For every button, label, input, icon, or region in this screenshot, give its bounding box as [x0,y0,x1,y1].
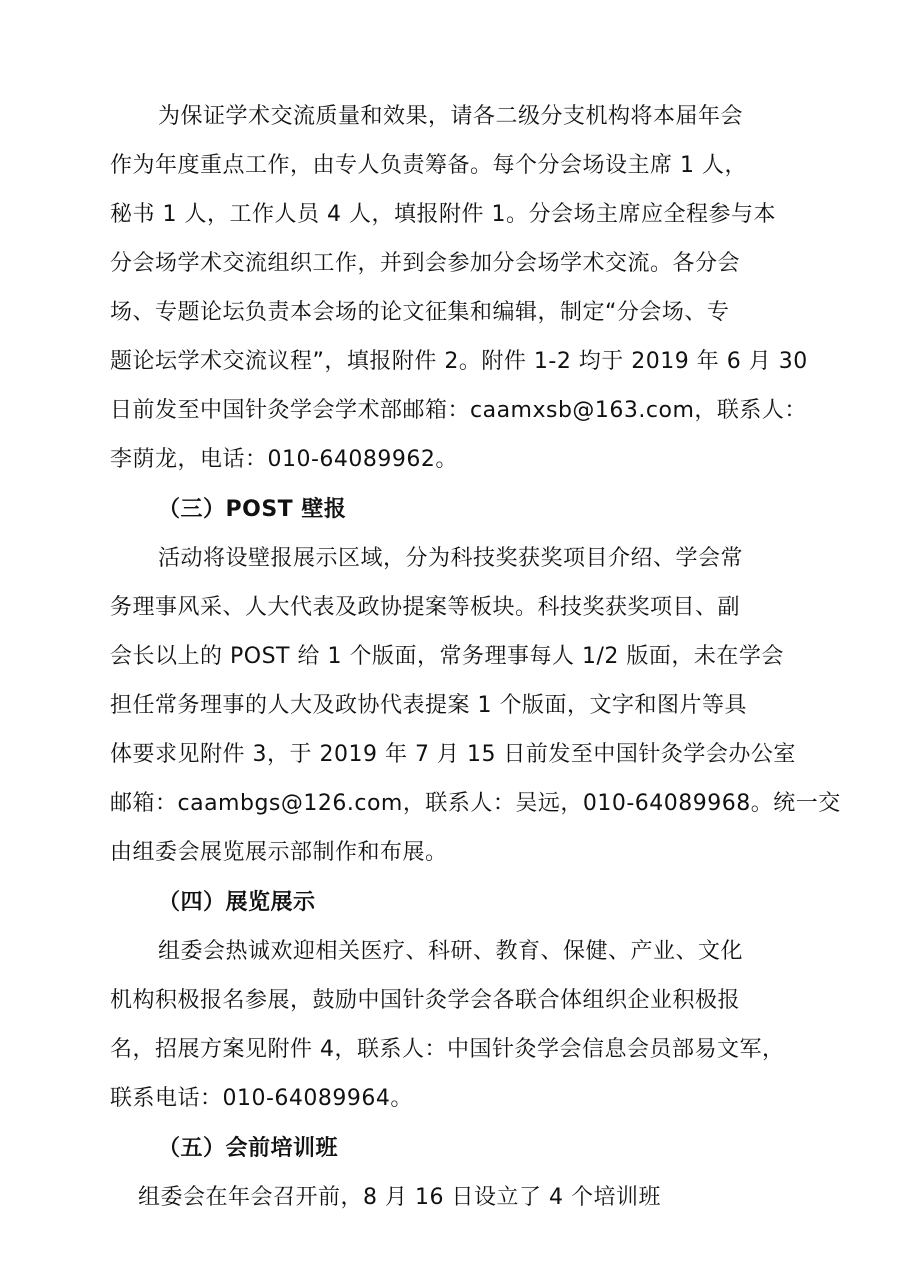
paragraph-line: 邮箱：caambgs@126.com，联系人：吴远，010-64089968。统一交 [110,791,841,816]
paragraph-line: 作为年度重点工作，由专人负责筹备。每个分会场设主席 1 人， [110,153,747,178]
paragraph-line: 组委会热诚欢迎相关医疗、科研、教育、保健、产业、文化 [158,939,744,964]
paragraph-line: 分会场学术交流组织工作，并到会参加分会场学术交流。各分会 [110,251,741,276]
paragraph-line: 秘书 1 人，工作人员 4 人，填报附件 1。分会场主席应全程参与本 [110,202,776,227]
section-heading-training: （五）会前培训班 [158,1136,339,1161]
paragraph-line: 题论坛学术交流议程”，填报附件 2。附件 1-2 均于 2019 年 6 月 30 [110,349,808,374]
paragraph-line: 担任常务理事的人大及政协代表提案 1 个版面，文字和图片等具 [110,693,747,718]
section-heading-exhibition: （四）展览展示 [158,890,316,915]
paragraph-line: 日前发至中国针灸学会学术部邮箱：caamxsb@163.com，联系人： [110,398,807,423]
paragraph-line: 李荫龙，电话：010-64089962。 [110,447,458,472]
paragraph-line: 由组委会展览展示部制作和布展。 [110,840,448,865]
paragraph-line: 会长以上的 POST 给 1 个版面，常务理事每人 1/2 版面，未在学会 [110,644,784,669]
paragraph-line: 名，招展方案见附件 4，联系人：中国针灸学会信息会员部易文军， [110,1037,785,1062]
paragraph-line: 活动将设壁报展示区域，分为科技奖获奖项目介绍、学会常 [158,546,744,571]
paragraph-line: 场、专题论坛负责本会场的论文征集和编辑，制定“分会场、专 [110,300,730,325]
paragraph-line: 体要求见附件 3，于 2019 年 7 月 15 日前发至中国针灸学会办公室 [110,742,796,767]
paragraph-line: 为保证学术交流质量和效果，请各二级分支机构将本届年会 [158,104,744,129]
paragraph-line: 机构积极报名参展，鼓励中国针灸学会各联合体组织企业积极报 [110,988,741,1013]
paragraph-line: 务理事风采、人大代表及政协提案等板块。科技奖获奖项目、副 [110,595,741,620]
paragraph-line: 组委会在年会召开前，8 月 16 日设立了 4 个培训班 [138,1185,661,1210]
paragraph-line: 联系电话：010-64089964。 [110,1086,413,1111]
section-heading-post: （三）POST 壁报 [158,497,347,522]
